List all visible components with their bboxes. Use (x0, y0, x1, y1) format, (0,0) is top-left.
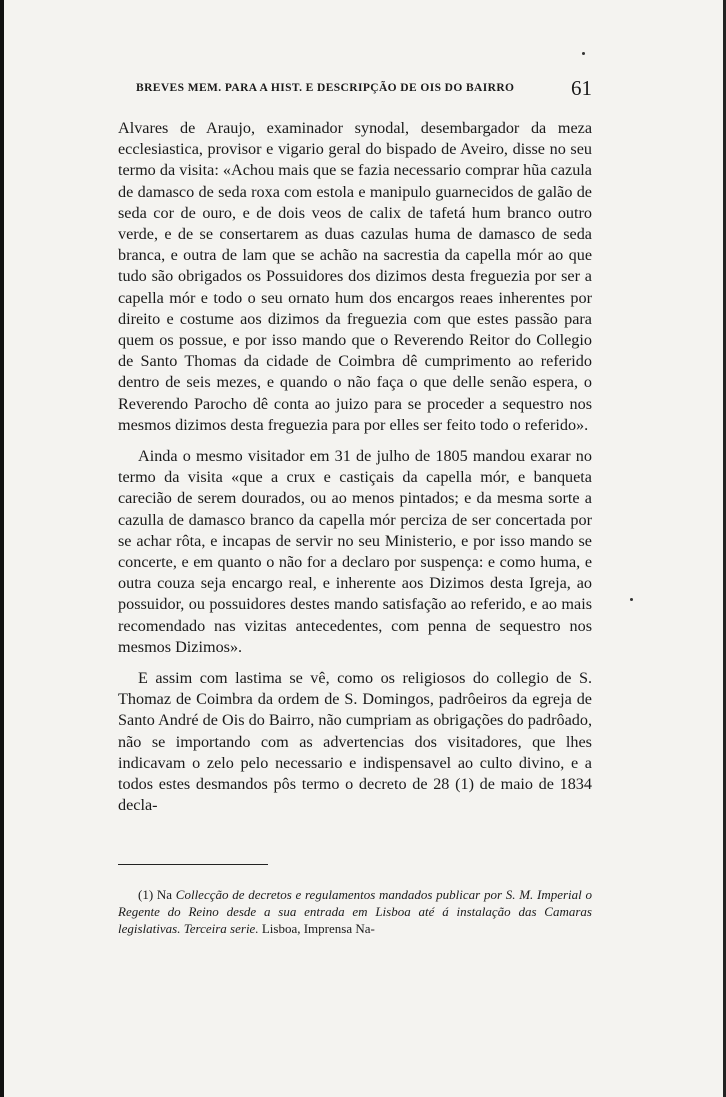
running-title: BREVES MEM. PARA A HIST. E DESCRIPÇÃO DE OIS DO BAIRRO (136, 82, 515, 94)
page-speck (582, 52, 585, 55)
footnote (118, 886, 592, 937)
footnote-rule (118, 864, 268, 865)
page-speck (630, 598, 633, 601)
page-number: 61 (571, 76, 592, 100)
paragraph-1: Alvares de Araujo, examinador synodal, desembargador da meza ecclesiastica, provisor e vigario geral do bispado de Aveiro, disse no seu termo da visita: «Achou mais que se fazia necessario comprar hũa cazula de damasco de seda roxa com estola e manipulo guarnecidos de galão de seda cor de ouro, e de dois veos de calix de tafetá hum branco outro verde, e de se consertarem as duas cazulas huma de damasco de seda branca, e outra de lam que se achão na sacrestia da capella mór ao que tudo são obrigados os Possuidores dos dizimos desta freguezia por ser a capella mór e todo o seu ornato hum dos encargos reaes inherentes por direito e costume aos dizimos da freguezia com que estes passão para quem os possue, e por isso mando que o Reverendo Reitor do Collegio de Santo Thomas da cidade de Coimbra dê cumprimento ao referido dentro de seis mezes, e quando o não faça o que delle senão espera, o Reverendo Parocho dê conta ao juizo para se proceder a sequestro nos mesmos dizimos desta freguezia para por elles ser feito todo o referido». (118, 119, 592, 434)
footnote-tail: Lisboa, Imprensa Na- (261, 921, 375, 936)
paragraph-3: E assim com lastima se vê, como os religiosos do collegio de S. Thomaz de Coimbra da ordem de S. Domingos, padrôeiros da egreja de Santo André de Ois do Bairro, não cumpriam as obrigações do padrôado, não se importando com as advertencias dos visitadores, que lhes indicavam o zelo pelo necessario e indispensavel ao culto divino, e a todos estes desmandos pôs termo o decreto de 28 (1) de maio de 1834 decla- (118, 669, 592, 815)
footnote-title: Collecção de decretos e regulamentos mandados publicar por S. M. Imperial o Regente do Reino desde a sua entrada em Lisboa até á instalação das Camaras legislativas. Terceira serie. (118, 887, 593, 936)
page-header (136, 76, 592, 104)
body-text (118, 118, 592, 817)
paragraph-2: Ainda o mesmo visitador em 31 de julho de 1805 mandou exarar no termo da visita «que a crux e castiçais da capella mór, e banqueta carecião de serem dourados, ou ao menos pintados; e da mesma sorte a cazulla de damasco branco da capella mór perciza de ser concertada por se achar rôta, e incapas de servir no seu Ministerio, e por isso mando se concerte, e em quanto o não for a declaro por suspença: e como huma, e outra couza seja encargo real, e inherente aos Dizimos desta Igreja, ao possuidor, ou possuidores destes mando satisfação ao referido, e ao mais recomendado nas vizitas antecedentes, com penna de sequestro nos mesmos Dizimos». (118, 447, 592, 656)
footnote-marker: (1) Na (138, 887, 173, 902)
